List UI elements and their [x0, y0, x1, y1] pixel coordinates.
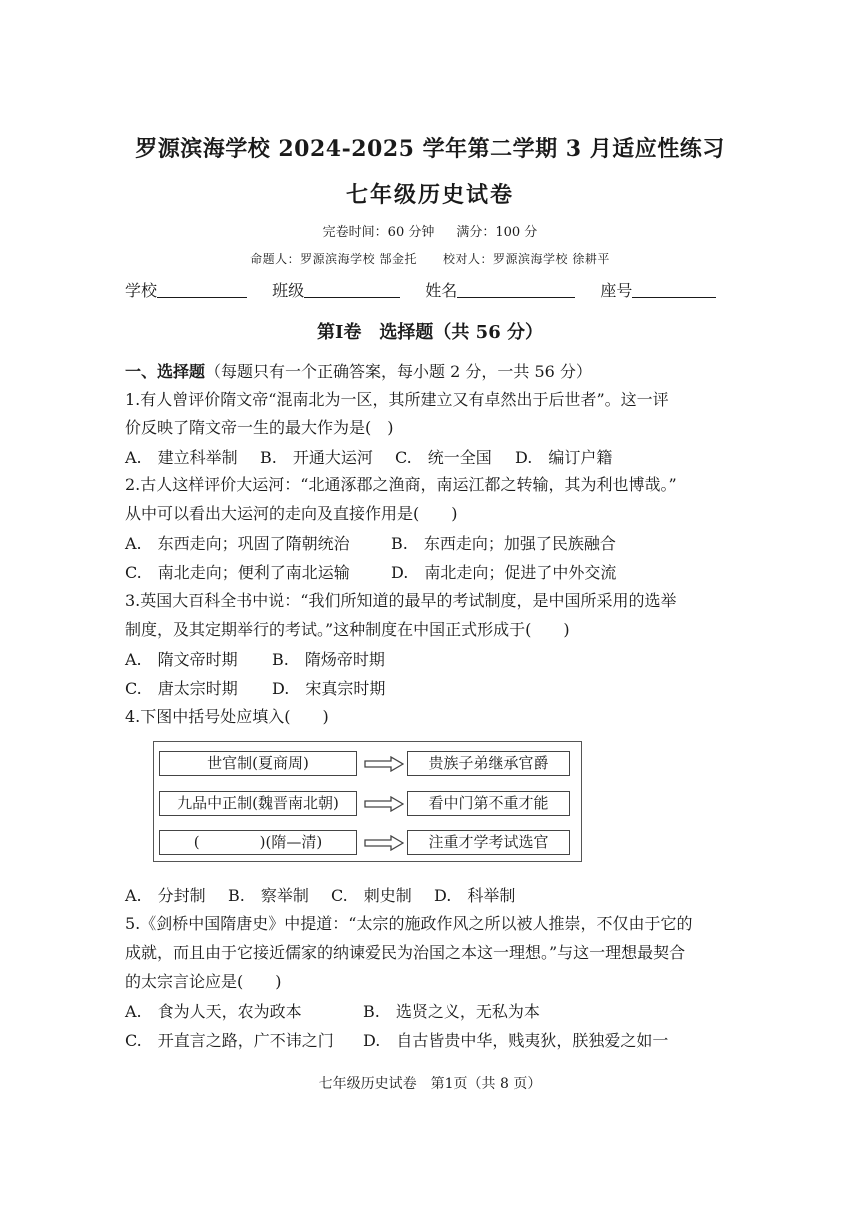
- section-heading: [125, 359, 592, 382]
- question-4-line-1: 4.下图中括号处应填入( ): [125, 707, 329, 726]
- hollow-right-arrow-icon: [364, 835, 404, 851]
- exam-subtitle: 七年级历史试卷: [345, 182, 514, 208]
- option-b[interactable]: B. 选贤之义，无私为本: [363, 1002, 540, 1021]
- page-footer: 七年级历史试卷 第1页（共 8 页）: [318, 1076, 542, 1092]
- seat-field-label: 座号: [600, 281, 633, 300]
- question-3-options-row-2: [125, 676, 385, 699]
- official-selection-diagram: [153, 741, 582, 862]
- option-c[interactable]: C. 开直言之路，广不讳之门: [125, 1031, 334, 1050]
- option-d[interactable]: D. 自古皆贵中华，贱夷狄，朕独爱之如一: [363, 1031, 669, 1050]
- question-2-options-row-1: [125, 531, 616, 554]
- option-c[interactable]: C. 南北走向；便利了南北运输: [125, 563, 350, 582]
- question-2-line-2: 从中可以看出大运河的走向及直接作用是( ): [125, 504, 458, 523]
- question-1-line-2: 价反映了隋文帝一生的最大作为是( ): [125, 418, 394, 437]
- question-5-line-3: 的太宗言论应是( ): [125, 972, 282, 991]
- school-field-label: 学校: [125, 281, 158, 300]
- name-blank[interactable]: [457, 281, 575, 298]
- option-b[interactable]: B. 隋炀帝时期: [272, 650, 385, 669]
- option-b[interactable]: B. 察举制: [228, 886, 309, 905]
- exam-title: 罗源滨海学校 2024-2025 学年第二学期 3 月适应性练习: [135, 136, 725, 162]
- question-5-line-2: 成就，而且由于它接近儒家的纳谏爱民为治国之本这一理想。”与这一理想最契合: [125, 943, 686, 962]
- question-3-line-2: 制度，及其定期举行的考试。”这种制度在中国正式形成于( ): [125, 620, 570, 639]
- section-heading-label: 一、选择题: [125, 362, 206, 381]
- option-c[interactable]: C. 刺史制: [331, 886, 412, 905]
- option-a[interactable]: A. 隋文帝时期: [125, 650, 238, 669]
- student-info-fields: [125, 278, 716, 301]
- exam-meta-authors: [0, 250, 860, 267]
- section-title: 第Ⅰ卷 选择题（共 56 分）: [316, 322, 543, 343]
- option-a[interactable]: A. 建立科举制: [125, 448, 238, 467]
- author-label: 命题人：罗源滨海学校 郜金托: [250, 252, 417, 266]
- diagram-left-box-2: 九品中正制(魏晋南北朝): [159, 791, 357, 816]
- time-label: 完卷时间：60 分钟: [322, 225, 435, 240]
- question-5-options-row-1: [125, 999, 540, 1022]
- option-c[interactable]: C. 统一全国: [395, 448, 492, 467]
- score-label: 满分：100 分: [456, 225, 538, 240]
- option-b[interactable]: B. 东西走向；加强了民族融合: [391, 534, 616, 553]
- option-d[interactable]: D. 编订户籍: [515, 448, 613, 467]
- diagram-right-box-1: 贵族子弟继承官爵: [407, 751, 570, 776]
- hollow-right-arrow-icon: [364, 756, 404, 772]
- seat-blank[interactable]: [632, 281, 716, 298]
- option-a[interactable]: A. 食为人天，农为政本: [125, 1002, 302, 1021]
- option-c[interactable]: C. 唐太宗时期: [125, 679, 238, 698]
- question-2-options-row-2: [125, 560, 616, 583]
- section-heading-note: （每题只有一个正确答案，每小题 2 分，一共 56 分）: [205, 362, 592, 381]
- option-a[interactable]: A. 东西走向；巩固了隋朝统治: [125, 534, 350, 553]
- question-1-line-1: 1.有人曾评价隋文帝“混南北为一区，其所建立又有卓然出于后世者”。这一评: [125, 390, 669, 409]
- diagram-right-box-2: 看中门第不重才能: [407, 791, 570, 816]
- question-5-line-1: 5.《剑桥中国隋唐史》中提道：“太宗的施政作风之所以被人推崇，不仅由于它的: [125, 914, 693, 933]
- question-5-options-row-2: [125, 1028, 668, 1051]
- class-field-label: 班级: [272, 281, 305, 300]
- diagram-left-box-3: ( )(隋—清): [159, 830, 357, 855]
- option-b[interactable]: B. 开通大运河: [260, 448, 373, 467]
- diagram-left-box-1: 世官制(夏商周): [159, 751, 357, 776]
- question-1-options: [125, 445, 612, 468]
- class-blank[interactable]: [304, 281, 400, 298]
- question-4-options: [125, 883, 515, 906]
- option-a[interactable]: A. 分封制: [125, 886, 206, 905]
- checker-label: 校对人：罗源滨海学校 徐耕平: [443, 252, 610, 266]
- question-3-options-row-1: [125, 647, 385, 670]
- option-d[interactable]: D. 科举制: [434, 886, 516, 905]
- question-2-line-1: 2.古人这样评价大运河：“北通涿郡之渔商，南运江都之转输，其为利也博哉。”: [125, 475, 677, 494]
- hollow-right-arrow-icon: [364, 796, 404, 812]
- diagram-right-box-3: 注重才学考试选官: [407, 830, 570, 855]
- option-d[interactable]: D. 南北走向；促进了中外交流: [391, 563, 617, 582]
- exam-meta-time-score: [0, 221, 860, 240]
- option-d[interactable]: D. 宋真宗时期: [272, 679, 386, 698]
- question-3-line-1: 3.英国大百科全书中说：“我们所知道的最早的考试制度，是中国所采用的选举: [125, 591, 677, 610]
- name-field-label: 姓名: [425, 281, 458, 300]
- school-blank[interactable]: [157, 281, 247, 298]
